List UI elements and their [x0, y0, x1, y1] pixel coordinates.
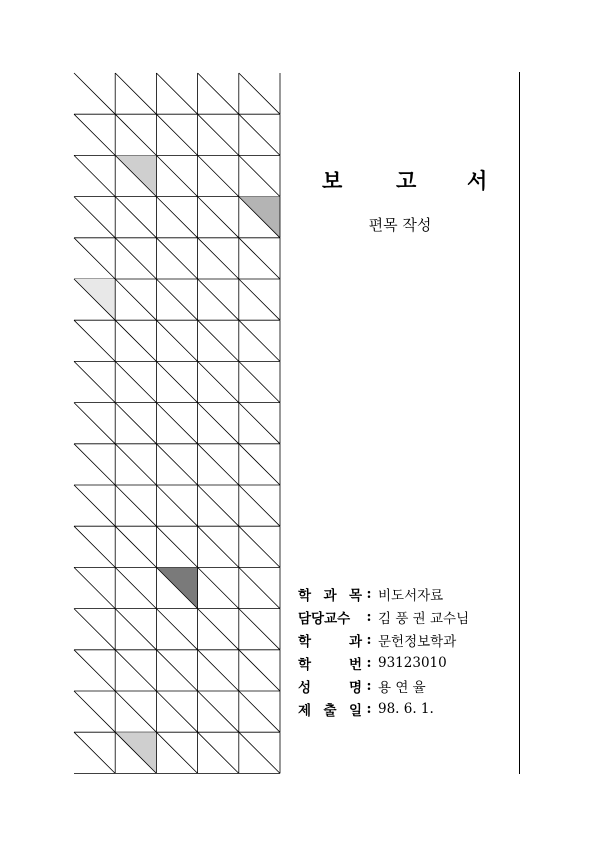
title-char-3: 서: [467, 168, 488, 193]
title-char-1: 보: [322, 168, 343, 193]
grid-cell-lines: [74, 197, 115, 238]
info-label-student-id: 학 번: [298, 656, 362, 673]
grid-cell-lines: [239, 650, 280, 691]
grid-cell-lines: [156, 114, 197, 155]
grid-cell-lines: [198, 485, 239, 526]
info-value-name: 용 연 율: [378, 679, 426, 696]
info-value-professor: 김 풍 권 교수님: [378, 610, 470, 627]
grid-cell-lines: [115, 73, 156, 114]
grid-cell-lines: [239, 567, 280, 608]
grid-cell-lines: [74, 444, 115, 485]
info-row-name: [298, 674, 469, 697]
grid-cell-lines: [115, 320, 156, 361]
info-label-course: 학 과 목: [298, 587, 362, 604]
grid-cell-lines: [239, 238, 280, 279]
grid-cell-lines: [115, 197, 156, 238]
report-title: [300, 165, 500, 191]
info-value-submit-date: 98. 6. 1.: [378, 700, 434, 717]
info-label-professor: 담당교수: [298, 610, 351, 627]
grid-cell-lines: [239, 691, 280, 732]
grid-cell-lines: [198, 320, 239, 361]
grid-cell-lines: [239, 114, 280, 155]
info-row-professor: [298, 605, 469, 628]
info-colon: :: [366, 608, 372, 625]
info-label-submit-date: 제 출 일: [298, 702, 362, 719]
grid-cell-lines: [74, 732, 115, 773]
info-value-student-id: 93123010: [378, 654, 447, 671]
submission-info: [298, 582, 469, 720]
grid-cell-lines: [74, 485, 115, 526]
grid-cell-lines: [74, 155, 115, 196]
grid-cell-lines: [239, 361, 280, 402]
grid-cell-lines: [198, 155, 239, 196]
grid-cell-lines: [198, 650, 239, 691]
grid-cell-lines: [198, 691, 239, 732]
grid-cell-lines: [156, 73, 197, 114]
info-colon: :: [366, 631, 372, 648]
grid-cell-lines: [239, 73, 280, 114]
grid-cell-lines: [198, 403, 239, 444]
grid-cell-lines: [198, 73, 239, 114]
grid-cell-lines: [156, 155, 197, 196]
info-colon: :: [366, 654, 372, 671]
grid-cell-lines: [115, 279, 156, 320]
grid-cell-lines: [115, 485, 156, 526]
grid-cell-lines: [198, 732, 239, 773]
grid-cell-lines: [74, 567, 115, 608]
grid-cell-lines: [239, 320, 280, 361]
grid-cell-lines: [198, 238, 239, 279]
info-row-student-id: [298, 651, 469, 674]
grid-cell-lines: [156, 691, 197, 732]
grid-cell-lines: [198, 567, 239, 608]
grid-cell-lines: [74, 361, 115, 402]
grid-cell-lines: [74, 73, 115, 114]
info-label-name: 성 명: [298, 679, 362, 696]
grid-cell-lines: [115, 691, 156, 732]
grid-cell-lines: [115, 238, 156, 279]
grid-cell-lines: [74, 238, 115, 279]
info-value-course: 비도서자료: [378, 587, 444, 604]
grid-cell-lines: [239, 526, 280, 567]
grid-cell-lines: [156, 526, 197, 567]
grid-cell-lines: [156, 197, 197, 238]
grid-cell-lines: [156, 238, 197, 279]
grid-cell-lines: [239, 444, 280, 485]
info-row-submit-date: [298, 697, 469, 720]
grid-cell-lines: [115, 526, 156, 567]
grid-cell-lines: [156, 279, 197, 320]
grid-cell-lines: [239, 155, 280, 196]
grid-cell-lines: [115, 567, 156, 608]
grid-cell-lines: [74, 320, 115, 361]
grid-cell-lines: [74, 114, 115, 155]
grid-cell-lines: [156, 444, 197, 485]
grid-cell-lines: [115, 609, 156, 650]
info-row-department: [298, 628, 469, 651]
grid-cell-lines: [239, 485, 280, 526]
grid-cell-lines: [156, 732, 197, 773]
info-colon: :: [366, 700, 372, 717]
grid-cell-lines: [156, 320, 197, 361]
grid-cell-lines: [156, 609, 197, 650]
right-vertical-rule: [519, 72, 520, 774]
info-colon: :: [366, 677, 372, 694]
grid-cell-lines: [239, 732, 280, 773]
title-char-2: 고: [396, 168, 417, 193]
info-label-department: 학 과: [298, 633, 362, 650]
grid-cell-lines: [156, 485, 197, 526]
grid-cell-lines: [198, 361, 239, 402]
grid-cell-lines: [115, 444, 156, 485]
grid-cell-lines: [239, 403, 280, 444]
grid-cell-lines: [115, 403, 156, 444]
grid-cell-lines: [198, 197, 239, 238]
info-row-course: [298, 582, 469, 605]
grid-cell-lines: [239, 279, 280, 320]
grid-cell-lines: [198, 279, 239, 320]
grid-cell-lines: [198, 526, 239, 567]
grid-cell-lines: [198, 609, 239, 650]
report-subtitle: 편목 작성: [368, 216, 432, 234]
grid-cell-lines: [74, 526, 115, 567]
grid-cell-lines: [74, 403, 115, 444]
grid-cell-lines: [74, 609, 115, 650]
grid-cell-lines: [115, 114, 156, 155]
grid-cell-lines: [115, 361, 156, 402]
grid-cell-lines: [156, 650, 197, 691]
grid-cell-lines: [156, 361, 197, 402]
grid-cell-lines: [74, 650, 115, 691]
info-value-department: 문헌정보학과: [378, 633, 457, 650]
grid-cell-lines: [115, 650, 156, 691]
grid-cell-lines: [156, 403, 197, 444]
grid-cell-lines: [239, 609, 280, 650]
info-colon: :: [366, 585, 372, 602]
grid-cell-lines: [198, 444, 239, 485]
grid-cell-lines: [74, 691, 115, 732]
grid-cell-lines: [198, 114, 239, 155]
